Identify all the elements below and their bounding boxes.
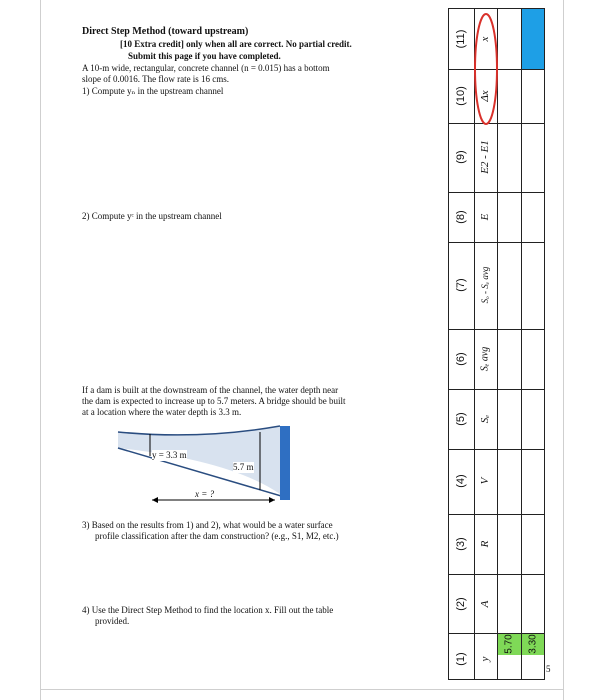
page-border-bottom bbox=[40, 689, 564, 690]
dam-wall bbox=[280, 426, 290, 500]
question-3-line-2: profile classification after the dam construction? (e.g., S1, M2, etc.) bbox=[95, 531, 339, 541]
question-1: 1) Compute yₙ in the upstream channel bbox=[82, 86, 224, 96]
depth-label-dam: 5.7 m bbox=[233, 462, 254, 472]
col-num-2: (2) bbox=[455, 597, 467, 611]
page-number: 5 bbox=[546, 664, 551, 674]
col-sym-Se-avg: Sₑ avg bbox=[479, 346, 491, 372]
question-4-line-2: provided. bbox=[95, 616, 130, 626]
extra-credit-note: [10 Extra credit] only when all are correct. No partial credit. bbox=[120, 39, 352, 49]
problem-line-1: A 10-m wide, rectangular, concrete channel (n = 0.015) has a bottom bbox=[82, 63, 330, 73]
page-border-left bbox=[40, 0, 41, 700]
col-num-3: (3) bbox=[455, 537, 467, 551]
col-num-10: (10) bbox=[455, 86, 467, 106]
page-border-right bbox=[563, 0, 564, 700]
dam-line-3: at a location where the water depth is 3.3 m. bbox=[82, 407, 242, 417]
col-num-8: (8) bbox=[455, 210, 467, 224]
question-4-line-1: 4) Use the Direct Step Method to find the location x. Fill out the table bbox=[82, 605, 334, 615]
col-num-1: (1) bbox=[455, 652, 467, 666]
distance-label: x = ? bbox=[195, 489, 215, 499]
value-y-row2: 3.30 bbox=[527, 634, 539, 654]
question-3-line-1: 3) Based on the results from 1) and 2), what would be a water surface bbox=[82, 520, 333, 530]
water-region bbox=[118, 426, 280, 494]
col-num-6: (6) bbox=[455, 352, 467, 366]
col-sym-E2-E1: E2 - E1 bbox=[479, 140, 491, 174]
cell-x-row2-fill bbox=[521, 9, 544, 69]
depth-label-upstream: y = 3.3 m bbox=[152, 450, 187, 460]
col-num-5: (5) bbox=[455, 412, 467, 426]
col-sym-V: V bbox=[479, 477, 491, 485]
col-num-9: (9) bbox=[455, 150, 467, 164]
red-circle-annotation bbox=[473, 11, 499, 127]
col-sym-Se: Sₑ bbox=[479, 414, 491, 424]
direct-step-table bbox=[448, 8, 545, 680]
col-num-4: (4) bbox=[455, 474, 467, 488]
col-num-7: (7) bbox=[455, 278, 467, 292]
col-sym-y: y bbox=[479, 656, 491, 662]
submit-note: Submit this page if you have completed. bbox=[128, 51, 281, 61]
col-num-11: (11) bbox=[455, 29, 467, 49]
dam-line-2: the dam is expected to increase up to 5.7 meters. A bridge should be built bbox=[82, 396, 346, 406]
col-sym-R: R bbox=[479, 540, 491, 548]
question-2: 2) Compute yᶜ in the upstream channel bbox=[82, 211, 222, 221]
dam-figure bbox=[110, 420, 290, 515]
value-y-row1: 5.70 bbox=[503, 634, 515, 654]
col-divider-row1 bbox=[521, 9, 522, 679]
col-sym-x: x bbox=[479, 36, 491, 42]
col-sym-So-Se-avg: Sₒ - Sₑ avg bbox=[480, 266, 490, 304]
col-sym-dx: Δx bbox=[479, 90, 491, 102]
col-sym-A: A bbox=[479, 600, 491, 608]
dam-line-1: If a dam is built at the downstream of the channel, the water depth near bbox=[82, 385, 339, 395]
col-sym-E: E bbox=[479, 213, 491, 221]
page-title: Direct Step Method (toward upstream) bbox=[82, 26, 249, 37]
problem-line-2: slope of 0.0016. The flow rate is 16 cms. bbox=[82, 74, 230, 84]
